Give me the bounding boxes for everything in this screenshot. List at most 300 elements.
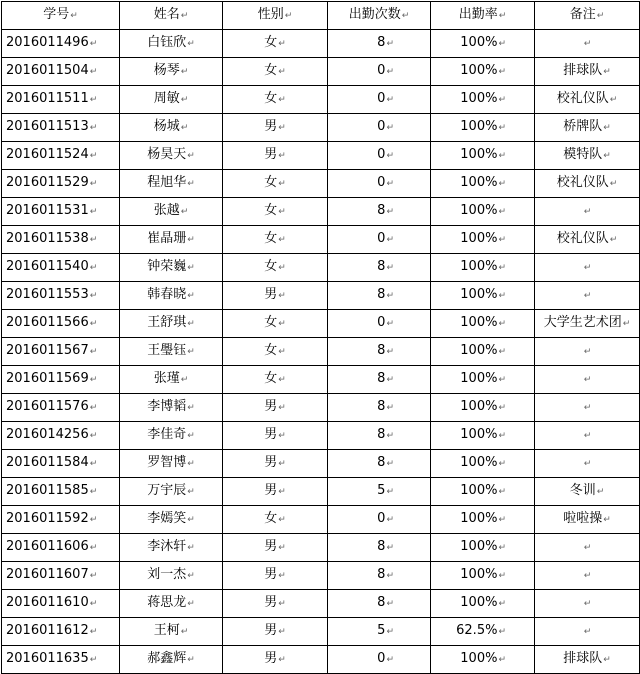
cell-attendance-count: 0↵ [328, 58, 431, 86]
cell-gender: 女↵ [223, 310, 328, 338]
cell-attendance-count: 8↵ [328, 338, 431, 366]
paragraph-mark-icon: ↵ [498, 291, 506, 301]
paragraph-mark-icon: ↵ [278, 655, 286, 665]
paragraph-mark-icon: ↵ [386, 235, 394, 245]
paragraph-mark-icon: ↵ [583, 207, 592, 217]
cell-attendance-count: 5↵ [328, 618, 431, 646]
paragraph-mark-icon: ↵ [583, 347, 592, 357]
cell-student-id: 2016011606↵ [2, 534, 120, 562]
paragraph-mark-icon: ↵ [278, 39, 286, 49]
paragraph-mark-icon: ↵ [583, 571, 592, 581]
cell-attendance-rate: 100%↵ [431, 30, 535, 58]
paragraph-mark-icon: ↵ [278, 543, 286, 553]
cell-attendance-count: 0↵ [328, 226, 431, 254]
paragraph-mark-icon: ↵ [278, 319, 286, 329]
cell-remarks: 冬训↵ [535, 478, 640, 506]
cell-remarks: 校礼仪队↵ [535, 226, 640, 254]
paragraph-mark-icon: ↵ [278, 263, 286, 273]
cell-attendance-rate: 100%↵ [431, 506, 535, 534]
cell-name: 杨城↵ [120, 114, 223, 142]
table-row [2, 338, 640, 366]
header-name: 姓名↵ [120, 2, 223, 30]
paragraph-mark-icon: ↵ [187, 655, 195, 665]
cell-attendance-rate: 100%↵ [431, 422, 535, 450]
cell-attendance-count: 8↵ [328, 534, 431, 562]
paragraph-mark-icon: ↵ [89, 459, 98, 469]
cell-name: 王柯↵ [120, 618, 223, 646]
paragraph-mark-icon: ↵ [386, 263, 394, 273]
paragraph-mark-icon: ↵ [498, 151, 506, 161]
paragraph-mark-icon: ↵ [187, 151, 195, 161]
paragraph-mark-icon: ↵ [609, 235, 618, 245]
paragraph-mark-icon: ↵ [89, 571, 98, 581]
paragraph-mark-icon: ↵ [498, 11, 507, 21]
cell-attendance-rate: 100%↵ [431, 226, 535, 254]
paragraph-mark-icon: ↵ [278, 235, 286, 245]
cell-remarks [535, 562, 640, 590]
paragraph-mark-icon: ↵ [89, 151, 98, 161]
header-attendance-rate: 出勤率↵ [431, 2, 535, 30]
paragraph-mark-icon: ↵ [187, 179, 195, 189]
paragraph-mark-icon: ↵ [89, 235, 98, 245]
cell-remarks: 大学生艺术团↵ [535, 310, 640, 338]
paragraph-mark-icon: ↵ [498, 655, 506, 665]
table-row [2, 198, 640, 226]
cell-attendance-count: 0↵ [328, 114, 431, 142]
paragraph-mark-icon: ↵ [609, 95, 618, 105]
paragraph-mark-icon: ↵ [89, 95, 98, 105]
header-gender: 性别↵ [223, 2, 328, 30]
cell-gender: 男↵ [223, 422, 328, 450]
cell-attendance-rate: 100%↵ [431, 198, 535, 226]
paragraph-mark-icon: ↵ [187, 543, 195, 553]
cell-gender: 男↵ [223, 534, 328, 562]
cell-attendance-rate: 100%↵ [431, 170, 535, 198]
cell-name: 张瑾↵ [120, 366, 223, 394]
paragraph-mark-icon: ↵ [583, 599, 592, 609]
cell-name: 程旭华↵ [120, 170, 223, 198]
paragraph-mark-icon: ↵ [187, 431, 195, 441]
paragraph-mark-icon: ↵ [386, 95, 394, 105]
table-row [2, 142, 640, 170]
cell-name: 万宇辰↵ [120, 478, 223, 506]
paragraph-mark-icon: ↵ [180, 627, 189, 637]
table-row [2, 30, 640, 58]
paragraph-mark-icon: ↵ [498, 431, 506, 441]
paragraph-mark-icon: ↵ [583, 627, 592, 637]
cell-remarks [535, 394, 640, 422]
cell-attendance-rate: 100%↵ [431, 450, 535, 478]
paragraph-mark-icon: ↵ [89, 263, 98, 273]
paragraph-mark-icon: ↵ [386, 347, 394, 357]
table-row [2, 310, 640, 338]
cell-student-id: 2016011567↵ [2, 338, 120, 366]
cell-student-id: 2016011531↵ [2, 198, 120, 226]
cell-attendance-count: 8↵ [328, 198, 431, 226]
cell-gender: 男↵ [223, 394, 328, 422]
table-row [2, 506, 640, 534]
paragraph-mark-icon: ↵ [583, 39, 592, 49]
cell-remarks [535, 198, 640, 226]
paragraph-mark-icon: ↵ [498, 515, 506, 525]
paragraph-mark-icon: ↵ [278, 459, 286, 469]
cell-remarks [535, 618, 640, 646]
paragraph-mark-icon: ↵ [284, 11, 293, 21]
paragraph-mark-icon: ↵ [180, 375, 189, 385]
cell-name: 白钰欣↵ [120, 30, 223, 58]
paragraph-mark-icon: ↵ [89, 515, 98, 525]
cell-attendance-count: 8↵ [328, 422, 431, 450]
cell-remarks [535, 366, 640, 394]
cell-gender: 男↵ [223, 282, 328, 310]
cell-attendance-rate: 100%↵ [431, 142, 535, 170]
paragraph-mark-icon: ↵ [187, 571, 195, 581]
paragraph-mark-icon: ↵ [583, 431, 592, 441]
cell-remarks: 模特队↵ [535, 142, 640, 170]
cell-student-id: 2016011540↵ [2, 254, 120, 282]
cell-gender: 女↵ [223, 338, 328, 366]
cell-attendance-rate: 100%↵ [431, 86, 535, 114]
paragraph-mark-icon: ↵ [583, 375, 592, 385]
paragraph-mark-icon: ↵ [609, 179, 618, 189]
cell-student-id: 2016011576↵ [2, 394, 120, 422]
cell-remarks [535, 450, 640, 478]
cell-gender: 女↵ [223, 198, 328, 226]
cell-name: 王舒琪↵ [120, 310, 223, 338]
paragraph-mark-icon: ↵ [596, 11, 605, 21]
header-student-id: 学号↵ [2, 2, 120, 30]
paragraph-mark-icon: ↵ [278, 123, 286, 133]
paragraph-mark-icon: ↵ [386, 487, 394, 497]
cell-gender: 女↵ [223, 170, 328, 198]
paragraph-mark-icon: ↵ [89, 67, 98, 77]
paragraph-mark-icon: ↵ [187, 403, 195, 413]
cell-gender: 男↵ [223, 450, 328, 478]
paragraph-mark-icon: ↵ [386, 291, 394, 301]
paragraph-mark-icon: ↵ [278, 207, 286, 217]
cell-attendance-rate: 100%↵ [431, 310, 535, 338]
paragraph-mark-icon: ↵ [603, 123, 611, 133]
paragraph-mark-icon: ↵ [278, 347, 286, 357]
paragraph-mark-icon: ↵ [180, 95, 189, 105]
cell-attendance-rate: 100%↵ [431, 394, 535, 422]
cell-gender: 男↵ [223, 114, 328, 142]
paragraph-mark-icon: ↵ [498, 543, 506, 553]
paragraph-mark-icon: ↵ [89, 375, 98, 385]
cell-attendance-rate: 100%↵ [431, 282, 535, 310]
cell-gender: 女↵ [223, 30, 328, 58]
table-row [2, 562, 640, 590]
cell-attendance-rate: 100%↵ [431, 338, 535, 366]
paragraph-mark-icon: ↵ [386, 403, 394, 413]
cell-student-id: 2016011610↵ [2, 590, 120, 618]
header-attendance-count: 出勤次数↵ [328, 2, 431, 30]
cell-gender: 女↵ [223, 58, 328, 86]
cell-name: 张越↵ [120, 198, 223, 226]
paragraph-mark-icon: ↵ [278, 487, 286, 497]
paragraph-mark-icon: ↵ [386, 543, 394, 553]
paragraph-mark-icon: ↵ [278, 431, 286, 441]
cell-gender: 男↵ [223, 478, 328, 506]
paragraph-mark-icon: ↵ [187, 459, 195, 469]
paragraph-mark-icon: ↵ [187, 599, 195, 609]
paragraph-mark-icon: ↵ [386, 375, 394, 385]
cell-student-id: 2016011538↵ [2, 226, 120, 254]
paragraph-mark-icon: ↵ [498, 319, 506, 329]
paragraph-mark-icon: ↵ [89, 347, 98, 357]
paragraph-mark-icon: ↵ [498, 403, 506, 413]
paragraph-mark-icon: ↵ [278, 291, 286, 301]
paragraph-mark-icon: ↵ [498, 235, 506, 245]
cell-name: 蒋思龙↵ [120, 590, 223, 618]
cell-gender: 女↵ [223, 366, 328, 394]
table-row [2, 366, 640, 394]
table-row [2, 422, 640, 450]
paragraph-mark-icon: ↵ [498, 347, 506, 357]
cell-name: 王璺钰↵ [120, 338, 223, 366]
paragraph-mark-icon: ↵ [180, 67, 189, 77]
table-row [2, 226, 640, 254]
paragraph-mark-icon: ↵ [89, 319, 98, 329]
cell-student-id: 2016011529↵ [2, 170, 120, 198]
header-row [2, 2, 640, 30]
paragraph-mark-icon: ↵ [278, 375, 286, 385]
cell-student-id: 2016011553↵ [2, 282, 120, 310]
paragraph-mark-icon: ↵ [89, 431, 98, 441]
cell-student-id: 2016011524↵ [2, 142, 120, 170]
cell-student-id: 2016011612↵ [2, 618, 120, 646]
table-row [2, 646, 640, 674]
paragraph-mark-icon: ↵ [386, 123, 394, 133]
cell-attendance-rate: 100%↵ [431, 534, 535, 562]
cell-remarks: 桥牌队↵ [535, 114, 640, 142]
cell-attendance-rate: 100%↵ [431, 590, 535, 618]
paragraph-mark-icon: ↵ [187, 235, 195, 245]
cell-remarks: 啦啦操↵ [535, 506, 640, 534]
paragraph-mark-icon: ↵ [386, 599, 394, 609]
table-row [2, 534, 640, 562]
paragraph-mark-icon: ↵ [187, 291, 195, 301]
paragraph-mark-icon: ↵ [498, 95, 506, 105]
paragraph-mark-icon: ↵ [386, 207, 394, 217]
cell-name: 李沐轩↵ [120, 534, 223, 562]
cell-remarks [535, 282, 640, 310]
paragraph-mark-icon: ↵ [498, 599, 506, 609]
cell-attendance-rate: 100%↵ [431, 562, 535, 590]
paragraph-mark-icon: ↵ [386, 571, 394, 581]
paragraph-mark-icon: ↵ [498, 459, 506, 469]
paragraph-mark-icon: ↵ [498, 179, 506, 189]
table-row [2, 590, 640, 618]
paragraph-mark-icon: ↵ [180, 207, 189, 217]
cell-student-id: 2016011569↵ [2, 366, 120, 394]
paragraph-mark-icon: ↵ [278, 515, 286, 525]
cell-gender: 男↵ [223, 590, 328, 618]
cell-attendance-count: 0↵ [328, 506, 431, 534]
cell-name: 刘一杰↵ [120, 562, 223, 590]
cell-attendance-rate: 62.5%↵ [431, 618, 535, 646]
cell-remarks [535, 534, 640, 562]
paragraph-mark-icon: ↵ [401, 11, 410, 21]
cell-name: 崔晶珊↵ [120, 226, 223, 254]
paragraph-mark-icon: ↵ [89, 207, 98, 217]
table-row [2, 450, 640, 478]
attendance-table [1, 1, 640, 674]
table-row [2, 618, 640, 646]
cell-attendance-count: 0↵ [328, 142, 431, 170]
cell-attendance-rate: 100%↵ [431, 254, 535, 282]
paragraph-mark-icon: ↵ [180, 11, 189, 21]
cell-name: 郝鑫辉↵ [120, 646, 223, 674]
cell-name: 杨琴↵ [120, 58, 223, 86]
table-row [2, 170, 640, 198]
paragraph-mark-icon: ↵ [583, 263, 592, 273]
paragraph-mark-icon: ↵ [278, 67, 286, 77]
paragraph-mark-icon: ↵ [89, 487, 98, 497]
table-row [2, 254, 640, 282]
paragraph-mark-icon: ↵ [187, 347, 195, 357]
cell-remarks [535, 590, 640, 618]
cell-remarks [535, 422, 640, 450]
paragraph-mark-icon: ↵ [583, 459, 592, 469]
paragraph-mark-icon: ↵ [89, 627, 98, 637]
paragraph-mark-icon: ↵ [89, 179, 98, 189]
paragraph-mark-icon: ↵ [596, 487, 605, 497]
paragraph-mark-icon: ↵ [386, 151, 394, 161]
cell-attendance-count: 8↵ [328, 590, 431, 618]
paragraph-mark-icon: ↵ [386, 67, 394, 77]
table-row [2, 478, 640, 506]
cell-student-id: 2016011585↵ [2, 478, 120, 506]
cell-gender: 男↵ [223, 646, 328, 674]
header-remarks: 备注↵ [535, 2, 640, 30]
paragraph-mark-icon: ↵ [89, 543, 98, 553]
cell-gender: 女↵ [223, 86, 328, 114]
cell-gender: 男↵ [223, 562, 328, 590]
paragraph-mark-icon: ↵ [187, 515, 195, 525]
paragraph-mark-icon: ↵ [386, 179, 394, 189]
paragraph-mark-icon: ↵ [89, 291, 98, 301]
paragraph-mark-icon: ↵ [498, 487, 506, 497]
cell-student-id: 2016011607↵ [2, 562, 120, 590]
cell-student-id: 2016011635↵ [2, 646, 120, 674]
cell-attendance-count: 0↵ [328, 170, 431, 198]
paragraph-mark-icon: ↵ [386, 459, 394, 469]
paragraph-mark-icon: ↵ [187, 487, 195, 497]
cell-gender: 女↵ [223, 506, 328, 534]
paragraph-mark-icon: ↵ [386, 319, 394, 329]
cell-attendance-rate: 100%↵ [431, 478, 535, 506]
cell-student-id: 2016011566↵ [2, 310, 120, 338]
cell-attendance-count: 8↵ [328, 394, 431, 422]
cell-student-id: 2016014256↵ [2, 422, 120, 450]
paragraph-mark-icon: ↵ [386, 39, 394, 49]
cell-attendance-count: 8↵ [328, 30, 431, 58]
cell-attendance-count: 8↵ [328, 450, 431, 478]
paragraph-mark-icon: ↵ [89, 403, 98, 413]
paragraph-mark-icon: ↵ [278, 179, 286, 189]
cell-name: 钟荣巍↵ [120, 254, 223, 282]
cell-remarks [535, 30, 640, 58]
cell-attendance-count: 0↵ [328, 646, 431, 674]
paragraph-mark-icon: ↵ [278, 599, 286, 609]
paragraph-mark-icon: ↵ [498, 571, 506, 581]
cell-attendance-count: 8↵ [328, 366, 431, 394]
paragraph-mark-icon: ↵ [386, 655, 394, 665]
cell-name: 李嫣笑↵ [120, 506, 223, 534]
cell-student-id: 2016011513↵ [2, 114, 120, 142]
paragraph-mark-icon: ↵ [498, 627, 506, 637]
cell-attendance-rate: 100%↵ [431, 58, 535, 86]
table-row [2, 114, 640, 142]
paragraph-mark-icon: ↵ [498, 123, 506, 133]
cell-attendance-rate: 100%↵ [431, 366, 535, 394]
paragraph-mark-icon: ↵ [89, 599, 98, 609]
cell-student-id: 2016011504↵ [2, 58, 120, 86]
cell-gender: 男↵ [223, 618, 328, 646]
paragraph-mark-icon: ↵ [386, 431, 394, 441]
cell-gender: 女↵ [223, 254, 328, 282]
paragraph-mark-icon: ↵ [278, 95, 286, 105]
paragraph-mark-icon: ↵ [603, 655, 611, 665]
paragraph-mark-icon: ↵ [498, 375, 506, 385]
paragraph-mark-icon: ↵ [278, 627, 286, 637]
cell-remarks [535, 338, 640, 366]
cell-attendance-rate: 100%↵ [431, 646, 535, 674]
cell-attendance-count: 0↵ [328, 310, 431, 338]
paragraph-mark-icon: ↵ [187, 263, 195, 273]
cell-attendance-rate: 100%↵ [431, 114, 535, 142]
paragraph-mark-icon: ↵ [583, 403, 592, 413]
cell-student-id: 2016011511↵ [2, 86, 120, 114]
paragraph-mark-icon: ↵ [89, 39, 98, 49]
cell-name: 周敏↵ [120, 86, 223, 114]
cell-name: 罗智博↵ [120, 450, 223, 478]
cell-remarks: 排球队↵ [535, 646, 640, 674]
cell-attendance-count: 8↵ [328, 254, 431, 282]
paragraph-mark-icon: ↵ [89, 655, 98, 665]
paragraph-mark-icon: ↵ [498, 207, 506, 217]
cell-attendance-count: 0↵ [328, 86, 431, 114]
paragraph-mark-icon: ↵ [498, 67, 506, 77]
paragraph-mark-icon: ↵ [386, 515, 394, 525]
paragraph-mark-icon: ↵ [498, 39, 506, 49]
table-row [2, 86, 640, 114]
cell-name: 李佳奇↵ [120, 422, 223, 450]
table-row [2, 282, 640, 310]
paragraph-mark-icon: ↵ [180, 123, 189, 133]
paragraph-mark-icon: ↵ [187, 39, 195, 49]
table-row [2, 58, 640, 86]
cell-student-id: 2016011592↵ [2, 506, 120, 534]
cell-remarks: 校礼仪队↵ [535, 170, 640, 198]
paragraph-mark-icon: ↵ [603, 515, 611, 525]
cell-remarks: 排球队↵ [535, 58, 640, 86]
paragraph-mark-icon: ↵ [278, 571, 286, 581]
cell-remarks [535, 254, 640, 282]
paragraph-mark-icon: ↵ [622, 319, 631, 329]
cell-attendance-count: 8↵ [328, 562, 431, 590]
cell-student-id: 2016011496↵ [2, 30, 120, 58]
cell-attendance-count: 5↵ [328, 478, 431, 506]
paragraph-mark-icon: ↵ [70, 11, 78, 21]
paragraph-mark-icon: ↵ [278, 403, 286, 413]
paragraph-mark-icon: ↵ [386, 627, 394, 637]
paragraph-mark-icon: ↵ [603, 151, 611, 161]
cell-name: 杨昊天↵ [120, 142, 223, 170]
paragraph-mark-icon: ↵ [583, 543, 592, 553]
paragraph-mark-icon: ↵ [187, 319, 195, 329]
